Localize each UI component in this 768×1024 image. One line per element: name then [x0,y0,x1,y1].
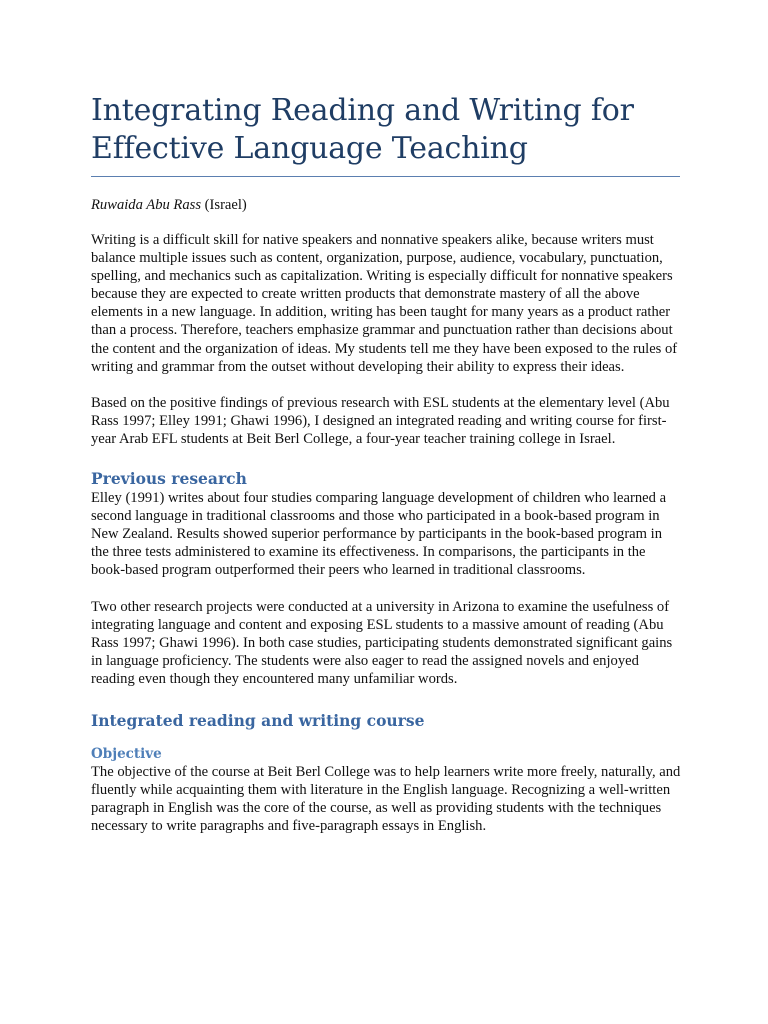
title-line-2: Effective Language Teaching [91,131,528,166]
intro-paragraph-1: Writing is a difficult skill for native speakers and nonnative speakers alike, because writers must balance multiple issues such as content, organization, purpose, audience, vocabulary, punctuation, spelling, and mechanics such as capitalization. Writing is especially difficult for nonnative speakers because they are expected to create written products that demonstrate mastery of all the above elements in a new language. In addition, writing has been taught for many years as a product rather than a process. Therefore, teachers emphasize grammar and punctuation rather than decisions about the content and the organization of ideas. My students tell me they have been exposed to the rules of writing and grammar from the outset without developing their ability to express their ideas. [91,232,678,375]
intro-paragraph-2: Based on the positive findings of previous research with ESL students at the elementary level (Abu Rass 1997; Elley 1991; Ghawi 1996), I designed an integrated reading and writing course for first-year Arab EFL students at Beit Berl College, a four-year teacher training college in Israel. [91,394,670,447]
section1-paragraph-2: Two other research projects were conducted at a university in Arizona to examine the usefulness of integrating language and content and exposing ESL students to a massive amount of reading (Abu Rass 1997; Ghawi 1996). In both case studies, participating students demonstrated significant gains in language proficiency. The students were also eager to read the assigned novels and enjoyed reading even though they encountered many unfamiliar words. [91,598,673,687]
subsection-heading-objective: Objective [91,745,162,762]
document-title [91,92,681,168]
author-name: Ruwaida Abu Rass [91,197,202,213]
objective-paragraph: The objective of the course at Beit Berl College was to help learners write more freely, naturally, and fluently while acquainting them with literature in the English language. Recognizing a well-written paragraph in English was the core of the course, as well as providing students with the techniques necessary to write paragraphs and five-paragraph essays in English. [91,763,681,835]
author-country: (Israel) [201,197,247,213]
title-divider [91,176,680,177]
author-line [91,196,681,214]
document-page [91,92,681,835]
section1-paragraph-1: Elley (1991) writes about four studies comparing language development of children who learned a second language in traditional classrooms and those who participated in a book-based program in New Zealand. Results showed superior performance by participants in the book-based program in the three tests administered to examine its effectiveness. In comparisons, the participants in the book-based program outperformed their peers who learned in traditional classrooms. [91,490,667,579]
title-line-1: Integrating Reading and Writing for [91,93,634,128]
section-heading-previous-research: Previous research [91,469,247,489]
section-heading-integrated-course: Integrated reading and writing course [91,710,425,730]
